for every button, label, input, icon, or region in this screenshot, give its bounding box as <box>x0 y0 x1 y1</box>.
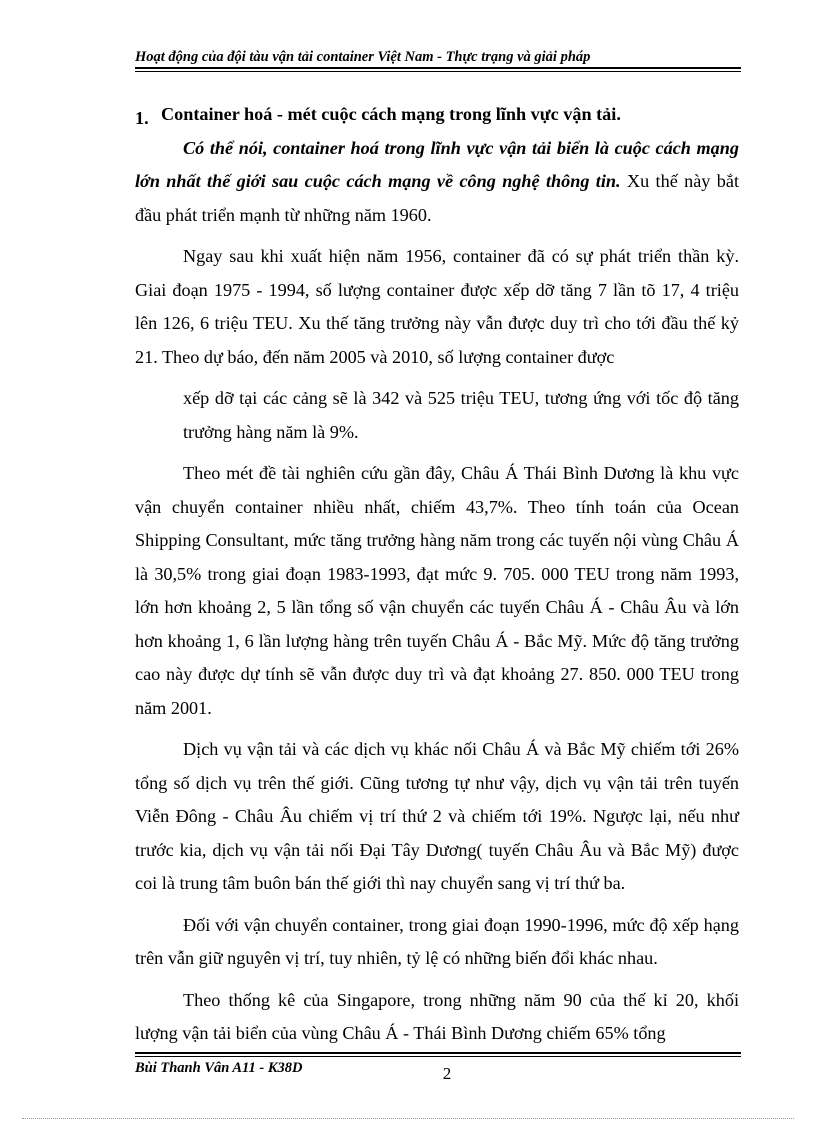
page-edge-dotted-line <box>22 1118 794 1119</box>
footer-author: Bùi Thanh Vân A11 - K38D <box>135 1060 303 1076</box>
section-heading-text: Container hoá - mét cuộc cách mạng trong lĩnh vực vận tải. <box>161 104 621 124</box>
page-number: 2 <box>442 1064 452 1083</box>
paragraph-4: Dịch vụ vận tải và các dịch vụ khác nối Châu Á và Bắc Mỹ chiếm tới 26% tổng số dịch vụ trên thế giới. Cũng tương tự như vậy, dịch vụ vận tải trên tuyến Viễn Đông - Châu Âu chiếm vị trí thứ 2 và chiếm tới 19%. Ngược lại, nếu như trước kia, dịch vụ vận tải nối Đại Tây Dương( tuyến Châu Âu và Bắc Mỹ) được coi là trung tâm buôn bán thế giới thì nay chuyển sang vị trí thứ ba. <box>135 739 739 893</box>
header-rule-thick <box>135 67 741 69</box>
running-header: Hoạt động của đội tàu vận tải container Việt Nam - Thực trạng và giải pháp <box>135 49 591 65</box>
paragraph-6: Theo thống kê của Singapore, trong những năm 90 của thế kỉ 20, khối lượng vận tải biển của vùng Châu Á - Thái Bình Dương chiếm 65% tổng <box>135 989 739 1043</box>
paragraph-5: Đối với vận chuyển container, trong giai đoạn 1990-1996, mức độ xếp hạng trên vẫn giữ nguyên vị trí, tuy nhiên, tỷ lệ có những biến đổi khác nhau. <box>135 914 739 968</box>
paragraph-3: Theo mét đề tài nghiên cứu gần đây, Châu Á Thái Bình Dương là khu vực vận chuyển container nhiều nhất, chiếm 43,7%. Theo tính toán của Ocean Shipping Consultant, mức tăng trưởng hàng năm trong các tuyến nội vùng Châu Á là 30,5% trong giai đoạn 1983-1993, đạt mức 9. 705. 000 TEU trong năm 1993, lớn hơn khoảng 2, 5 lần tổng số vận chuyển các tuyến Châu Á - Châu Âu và lớn hơn khoảng 1, 6 lần lượng hàng trên tuyến Châu Á - Bắc Mỹ. Mức độ tăng trưởng cao này được dự tính sẽ vẫn được duy trì và đạt khoảng 27. 850. 000 TEU trong năm 2001. <box>135 463 739 718</box>
paragraph-1-rest: Xu thế này bắt đầu phát triển mạnh từ những năm 1960. <box>135 171 739 225</box>
document-body <box>135 98 739 1051</box>
footer-rule-thick <box>135 1052 741 1054</box>
footer-rule-thin <box>135 1056 741 1057</box>
paragraph-2: Ngay sau khi xuất hiện năm 1956, container đã có sự phát triển thần kỳ. Giai đoạn 1975 - 1994, số lượng container được xếp dỡ tăng 7 lần tõ 17, 4 triệu lên 126, 6 triệu TEU. Xu thế tăng trưởng này vẫn được duy trì cho tới đầu thế kỷ 21. Theo dự báo, đến năm 2005 và 2010, số lượng container được <box>135 246 739 367</box>
paragraph-1 <box>135 132 739 233</box>
paragraph-2-continued: xếp dỡ tại các cảng sẽ là 342 và 525 triệu TEU, tương ứng với tốc độ tăng trưởng hàng năm là 9%. <box>183 388 739 442</box>
section-number: 1. <box>135 108 149 128</box>
header-rule-thin <box>135 71 741 72</box>
section-heading <box>135 98 739 132</box>
paragraph-1-lead: Có thể nói, container hoá trong lĩnh vực vận tải biển là cuộc cách mạng lớn nhất thế giới sau cuộc cách mạng về công nghệ thông tin. <box>135 137 739 191</box>
